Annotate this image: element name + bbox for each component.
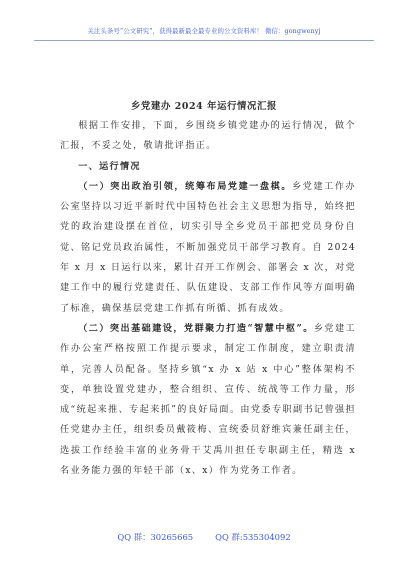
- header-notice: 关注头条号“公文研究”，获得最新最全最专业的公文资料库！ 微信：gongwenyj: [87, 27, 321, 35]
- document-body: [60, 116, 356, 481]
- subsection-2-body: 乡党建工作办公室严格按照工作提示要求，制定工作制度，建立职责清单，完善人员配备。坚持乡镇“x 办 x 站 x 中心”整体架构不变，单独设置党建办，整合组织、宣传、统战等工作力量，形成“统起来推、专起来抓”的良好局面。由党委专职副书记曾强担任党建办主任，组织委员戴筱梅、宣统委员舒维宾兼任副主任，选拔工作经验丰富的业务骨干艾禹川担任专职副主任，精选 x 名业务能力强的年轻干部（x、x）作为党务工作者。: [60, 323, 356, 477]
- footer-qq-group-1: QQ 群：30265665: [117, 532, 194, 542]
- subsection-1-lead: （一）突出政治引领，统筹布局党建一盘棋。: [78, 180, 293, 192]
- footer-contacts: [0, 531, 408, 543]
- subsection-2-paragraph: [60, 319, 356, 481]
- intro-paragraph: 根据工作安排，下面，乡围绕乡镇党建办的运行情况，做个汇报，不妥之处，敬请批评指正。: [60, 121, 356, 152]
- section-heading: 一、运行情况: [78, 160, 141, 172]
- subsection-1-body: 乡党建工作办公室坚持以习近平新时代中国特色社会主义思想为指导，始终把党的政治建设摆在首位，切实引导全乡党员干部把党员身份自觉、铭记党员政治属性，不断加强党员干部学习教育。自 2024 年 x 月 x 日运行以来，累计召开工作例会、部署会 x 次，对党建工作中的履行党建责任、队伍建设、支部工作作风等方面明确了标准，确保基层党建工作抓有所循、抓有成效。: [60, 181, 356, 314]
- document-title: 乡党建办 2024 年运行情况汇报: [131, 101, 277, 112]
- subsection-1-paragraph: [60, 177, 356, 319]
- subsection-2-lead: （二）突出基础建设，党群聚力打造“智慧中枢”。: [78, 322, 314, 334]
- header-divider: [34, 40, 374, 41]
- footer-qq-group-2: QQ 群:535304092: [215, 532, 291, 542]
